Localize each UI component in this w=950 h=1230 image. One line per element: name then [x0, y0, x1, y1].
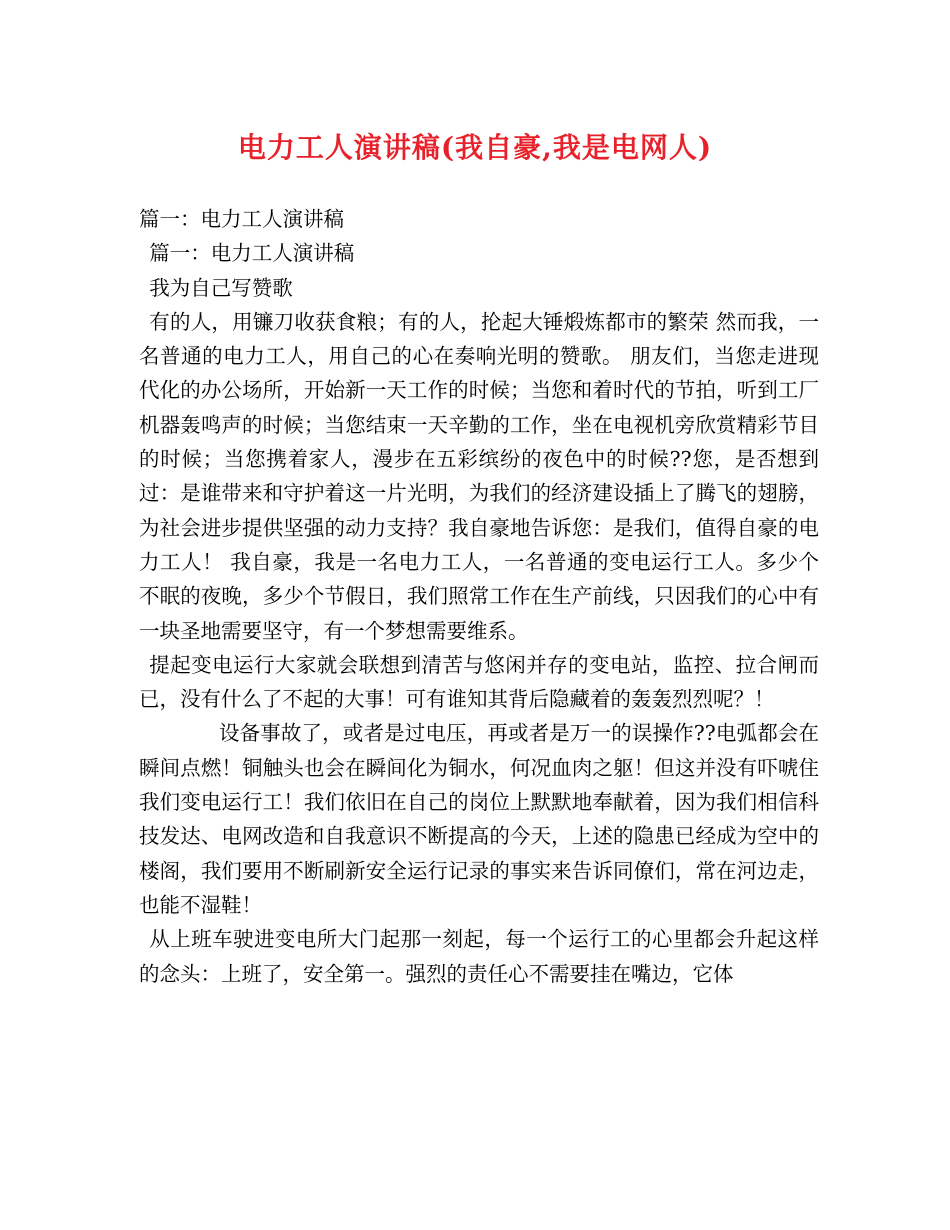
- section-subheading: 篇一：电力工人演讲稿: [149, 241, 355, 266]
- paragraph: 设备事故了，或者是过电压，再或者是万一的误操作??电弧都会在瞬间点燃！铜触头也会在瞬间化为铜水，何况血肉之躯！但这并没有吓唬住我们变电运行工！我们依旧在自己的岗位上默默地奉献着，因为我们相信科技发达、电网改造和自我意识不断提高的今天，上述的隐患已经成为空中的楼阁，我们要用不断刷新安全运行记录的事实来告诉同僚们，常在河边走，也能不湿鞋！: [139, 721, 819, 917]
- document-body: [139, 202, 819, 991]
- document-title: 电力工人演讲稿(我自豪,我是电网人): [237, 131, 713, 164]
- paragraph: 从上班车驶进变电所大门起那一刻起，每一个运行工的心里都会升起这样的念头：上班了，安全第一。强烈的责任心不需要挂在嘴边，它体: [139, 927, 819, 986]
- speech-title: 我为自己写赞歌: [149, 275, 293, 300]
- paragraph: 提起变电运行大家就会联想到清苦与悠闲并存的变电站，监控、拉合闸而已，没有什么了不起的大事！可有谁知其背后隐藏着的轰轰烈烈呢？！: [139, 652, 819, 712]
- section-heading: 篇一：电力工人演讲稿: [139, 207, 344, 231]
- paragraph: 有的人，用镰刀收获食粮；有的人，抡起大锤煅炼都市的繁荣 然而我，一名普通的电力工人，用自己的心在奏响光明的赞歌。 朋友们，当您走进现代化的办公场所，开始新一天工作的时候；当您和着时代的节拍，听到工厂机器轰鸣声的时候；当您结束一天辛勤的工作，坐在电视机旁欣赏精彩节目的时候；当您携着家人，漫步在五彩缤纷的夜色中的时候??您，是否想到过：是谁带来和守护着这一片光明，为我们的经济建设插上了腾飞的翅膀，为社会进步提供坚强的动力支持？我自豪地告诉您：是我们，值得自豪的电力工人！ 我自豪，我是一名电力工人，一名普通的变电运行工人。多少个不眠的夜晚，多少个节假日，我们照常工作在生产前线，只因我们的心中有一块圣地需要坚守，有一个梦想需要维系。: [139, 309, 819, 643]
